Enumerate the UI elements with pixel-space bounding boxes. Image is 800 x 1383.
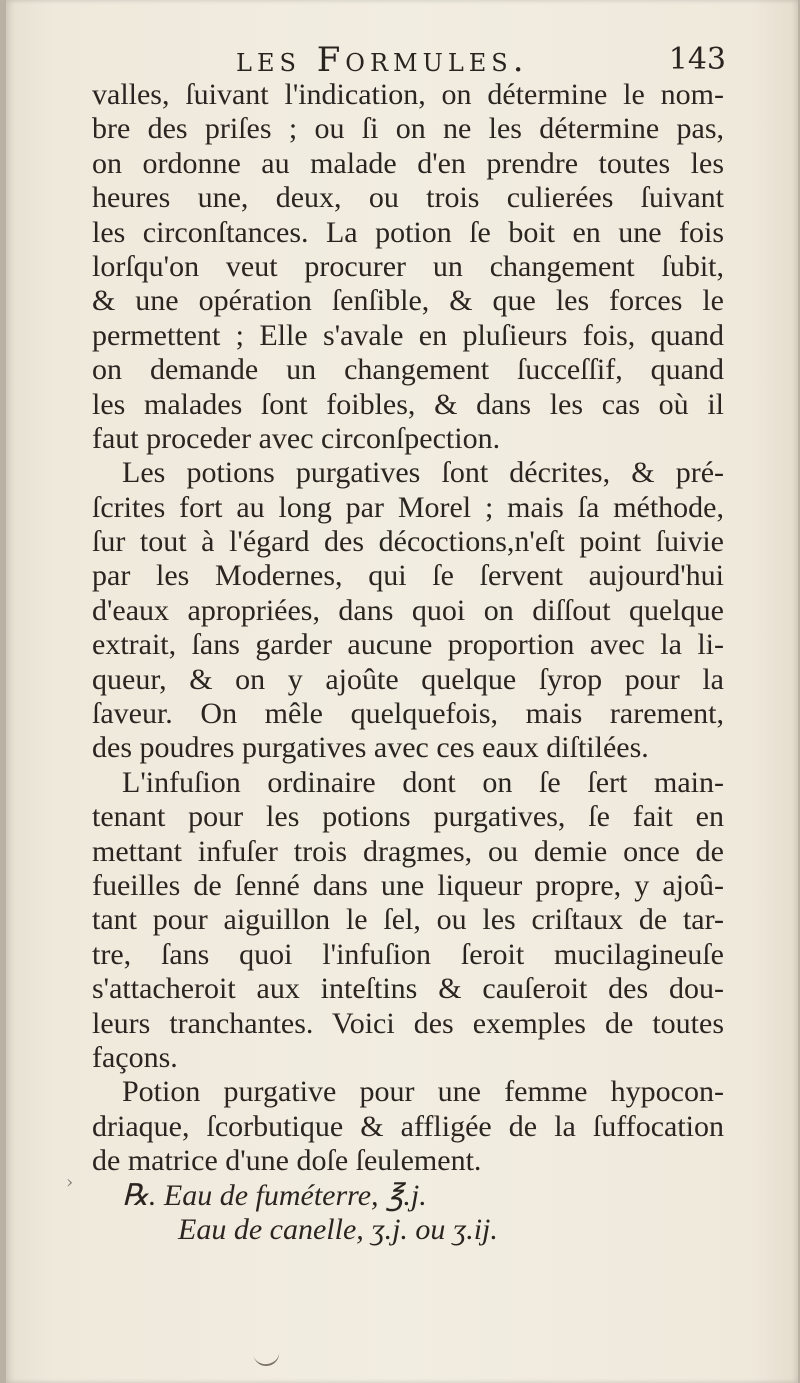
text-line: faut proceder avec circonſpection. (92, 421, 501, 455)
text-line: tenant pour les potions purgatives, ſe fait en (92, 800, 724, 834)
text-line: les circonſtances. La potion ſe boit en une fois (92, 215, 724, 249)
text-line: & une opération ſenſible, & que les forces le (92, 284, 724, 318)
text-line: des poudres purgatives avec ces eaux diſtilées. (92, 731, 649, 765)
running-title: les Formules. (236, 40, 529, 80)
text-line: Les potions purgatives ſont décrites, & pré- (122, 456, 724, 490)
text-line: heures une, deux, ou trois culierées ſuivant (92, 181, 724, 215)
text-line: permettent ; Elle s'avale en pluſieurs fois, quand (92, 318, 724, 352)
text-line: ſur tout à l'égard des décoctions,n'eſt point ſuivie (92, 525, 724, 559)
text-line: les malades ſont foibles, & dans les cas où il (92, 387, 724, 421)
text-line: driaque, ſcorbutique & affligée de la ſuffocation (92, 1109, 724, 1143)
text-line: valles, ſuivant l'indication, on détermine le nom- (92, 78, 724, 111)
text-line: mettant infuſer trois dragmes, ou demie once de (92, 834, 724, 868)
text-line: L'infuſion ordinaire dont on ſe ſert main- (122, 765, 724, 799)
text-line: Eau de canelle, ʒ.j. ou ʒ.ij. (178, 1212, 498, 1246)
text-line: extrait, ſans garder aucune proportion avec la li- (92, 628, 724, 662)
body-text (92, 78, 724, 1247)
text-line: tant pour aiguillon le ſel, ou les criſtaux de tar- (92, 903, 724, 937)
text-line: par les Modernes, qui ſe ſervent aujourd'hui (92, 559, 724, 593)
book-page (6, 0, 798, 1383)
text-line: tre, ſans quoi l'infuſion ſeroit mucilagineuſe (92, 937, 724, 971)
text-line: Potion purgative pour une femme hypocon- (122, 1075, 724, 1109)
text-line: façons. (92, 1040, 178, 1074)
margin-mark: › (66, 1172, 74, 1193)
text-line: d'eaux apropriées, dans quoi on diſſout quelque (92, 593, 724, 627)
ink-mark (253, 1350, 281, 1367)
text-line: queur, & on y ajoûte quelque ſyrop pour la (92, 662, 724, 696)
text-line: ℞. Eau de fuméterre, ℥.j. (122, 1178, 427, 1212)
text-line: fueilles de ſenné dans une liqueur propre, y ajoû- (92, 868, 724, 902)
text-line: lorſqu'on veut procurer un changement ſubit, (92, 249, 724, 283)
text-line: bre des priſes ; ou ſi on ne les détermine pas, (92, 112, 724, 146)
text-line: leurs tranchantes. Voici des exemples de toutes (92, 1006, 724, 1040)
text-line: ſaveur. On mêle quelquefois, mais rarement, (92, 697, 724, 731)
text-line: on demande un changement ſucceſſif, quand (92, 353, 724, 387)
text-line: ſcrites fort au long par Morel ; mais ſa méthode, (92, 490, 724, 524)
text-line: de matrice d'une doſe ſeulement. (92, 1144, 482, 1178)
text-line: s'attacheroit aux inteſtins & cauſeroit des dou- (92, 972, 724, 1006)
text-line: on ordonne au malade d'en prendre toutes les (92, 146, 724, 180)
page-number: 143 (668, 42, 726, 77)
